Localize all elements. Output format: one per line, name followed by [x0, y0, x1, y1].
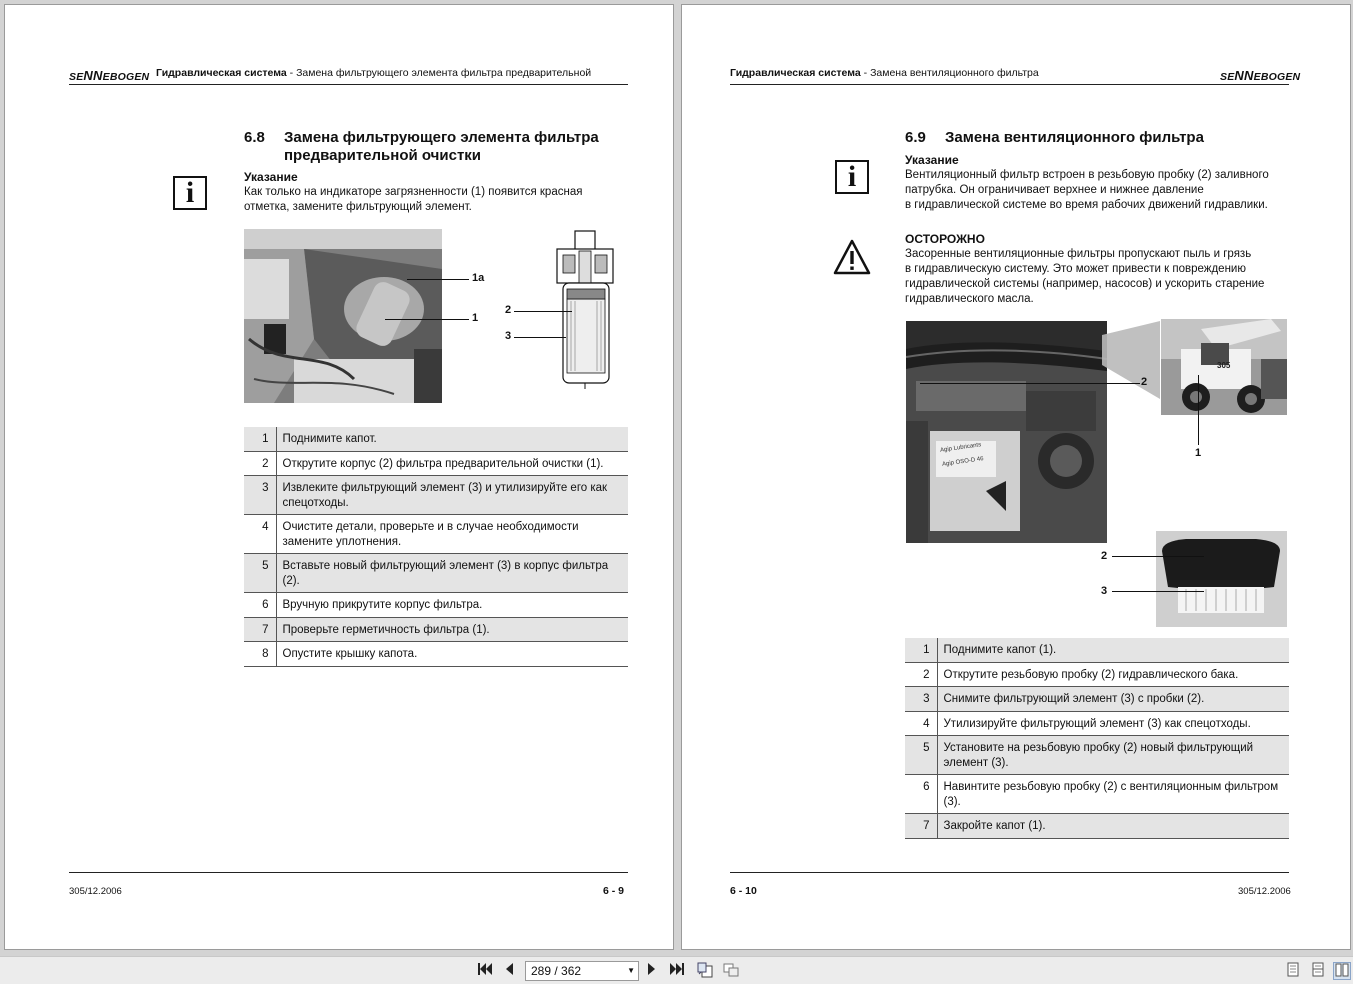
note-line-3: в гидравлической системе во время рабочих движений гидравлики.	[905, 199, 1268, 211]
callout-2: 2	[505, 304, 512, 316]
step-number: 6	[905, 775, 937, 814]
caution-line-4: гидравлического масла.	[905, 293, 1034, 305]
first-page-icon[interactable]	[476, 962, 494, 980]
pdf-viewer-toolbar	[0, 956, 1353, 984]
step-row	[244, 476, 628, 515]
step-row	[244, 515, 628, 554]
callout-1a: 1a	[472, 272, 485, 284]
step-text: Открутите резьбовую пробку (2) гидравлического бака.	[937, 662, 1289, 687]
step-number: 4	[244, 515, 276, 554]
step-number: 6	[244, 593, 276, 618]
next-page-icon[interactable]	[645, 962, 659, 980]
step-row	[244, 554, 628, 593]
step-number: 2	[905, 662, 937, 687]
callout-3: 3	[1101, 585, 1108, 597]
photo-label-2: Agip OSO-D 46	[941, 456, 984, 468]
sennebogen-logo: SENNEBOGEN	[69, 68, 150, 83]
caution-line-1: Засоренные вентиляционные фильтры пропускают пыль и грязь	[905, 248, 1252, 260]
section-title-line-2: предварительной очистки	[284, 147, 482, 164]
section-title-line-1: Замена фильтрующего элемента фильтра	[284, 129, 599, 146]
machine-photo	[1161, 319, 1287, 415]
step-row	[905, 638, 1289, 662]
photo-label-1: Agip Lubricants	[939, 442, 982, 454]
callout-line-2b	[1112, 556, 1204, 557]
step-number: 3	[244, 476, 276, 515]
callout-line-2a	[920, 383, 1140, 384]
step-number: 7	[905, 814, 937, 839]
step-row	[905, 662, 1289, 687]
note-line-2: отметка, замените фильтрующий элемент.	[244, 201, 472, 213]
footer-rule	[69, 872, 628, 873]
previous-page-icon[interactable]	[502, 962, 516, 980]
step-row	[244, 617, 628, 642]
callout-1: 1	[472, 312, 479, 324]
step-number: 7	[244, 617, 276, 642]
page-indicator: 289 / 362	[531, 964, 582, 978]
note-line-1: Как только на индикаторе загрязненности (1) появится красная	[244, 186, 583, 198]
note-line-1: Вентиляционный фильтр встроен в резьбовую пробку (2) заливного	[905, 169, 1269, 181]
step-row	[905, 687, 1289, 712]
callout-line-3	[1112, 591, 1204, 592]
step-row	[905, 775, 1289, 814]
rotate-page-icon[interactable]	[695, 962, 715, 980]
header-rest: - Замена вентиляционного фильтра	[860, 67, 1039, 79]
footer-date: 305/12.2006	[69, 886, 122, 897]
header-rule	[730, 84, 1289, 85]
note-text	[244, 185, 582, 215]
step-text: Очистите детали, проверьте и в случае необходимости замените уплотнения.	[276, 515, 628, 554]
page-number-field[interactable]	[525, 961, 639, 981]
step-number: 1	[244, 427, 276, 451]
document-page-right	[681, 4, 1351, 950]
callout-line-1	[385, 319, 469, 320]
callout-line-3	[514, 337, 566, 338]
step-number: 2	[244, 451, 276, 476]
filter-photo	[244, 229, 442, 403]
step-text: Снимите фильтрующий элемент (3) с пробки (2).	[937, 687, 1289, 712]
step-text: Закройте капот (1).	[937, 814, 1289, 839]
step-row	[905, 711, 1289, 736]
steps-table	[244, 427, 628, 667]
step-number: 5	[905, 736, 937, 775]
step-row	[244, 451, 628, 476]
step-number: 3	[905, 687, 937, 712]
step-row	[244, 593, 628, 618]
step-text: Вставьте новый фильтрующий элемент (3) в корпус фильтра (2).	[276, 554, 628, 593]
warning-triangle-icon	[833, 239, 871, 275]
callout-line-1	[1198, 375, 1199, 445]
info-icon: i	[173, 176, 207, 210]
caution-line-2: в гидравлическую систему. Это может привести к повреждению	[905, 263, 1246, 275]
header-rest: - Замена фильтрующего элемента фильтра предварительной	[286, 67, 592, 79]
header-bold: Гидравлическая система	[730, 67, 861, 79]
header-rule	[69, 84, 628, 85]
sennebogen-logo: SENNEBOGEN	[1220, 68, 1301, 83]
step-text: Вручную прикрутите корпус фильтра.	[276, 593, 628, 618]
page-header	[156, 67, 591, 79]
step-text: Поднимите капот.	[276, 427, 628, 451]
info-icon: i	[835, 160, 869, 194]
footer-date: 305/12.2006	[1238, 886, 1291, 897]
section-title: Замена вентиляционного фильтра	[945, 129, 1204, 146]
step-text: Поднимите капот (1).	[937, 638, 1289, 662]
single-page-view-icon[interactable]	[1285, 962, 1301, 980]
step-text: Извлеките фильтрующий элемент (3) и утилизируйте его как спецотходы.	[276, 476, 628, 515]
note-heading: Указание	[905, 153, 959, 167]
step-number: 5	[244, 554, 276, 593]
footer-page-number: 6 - 9	[603, 885, 625, 897]
vent-filter-cap-photo	[1156, 531, 1287, 627]
note-line-2: патрубка. Он ограничивает верхнее и нижнее давление	[905, 184, 1204, 196]
note-heading: Указание	[244, 170, 298, 184]
callout-1: 1	[1195, 447, 1202, 459]
chevron-down-icon[interactable]: ▼	[627, 966, 635, 975]
step-text: Открутите корпус (2) фильтра предварительной очистки (1).	[276, 451, 628, 476]
step-row	[244, 642, 628, 667]
section-number: 6.8	[244, 129, 265, 146]
header-bold: Гидравлическая система	[156, 67, 287, 79]
callout-2a: 2	[1141, 376, 1148, 388]
caution-line-3: гидравлической системы (например, насосов) и ускорить старение	[905, 278, 1265, 290]
step-number: 4	[905, 711, 937, 736]
machine-label: 305	[1217, 361, 1231, 370]
step-row	[244, 427, 628, 451]
step-number: 8	[244, 642, 276, 667]
step-number: 1	[905, 638, 937, 662]
section-title	[284, 129, 599, 165]
filter-cross-section-drawing	[553, 229, 618, 391]
step-text: Утилизируйте фильтрующий элемент (3) как спецотходы.	[937, 711, 1289, 736]
magnify-wedge	[1102, 321, 1162, 411]
step-row	[905, 736, 1289, 775]
caution-heading: ОСТОРОЖНО	[905, 232, 985, 246]
two-page-view-icon[interactable]	[1333, 962, 1351, 980]
steps-table	[905, 638, 1289, 839]
step-text: Установите на резьбовую пробку (2) новый фильтрующий элемент (3).	[937, 736, 1289, 775]
callout-2b: 2	[1101, 550, 1108, 562]
note-text	[905, 168, 1269, 213]
step-text: Опустите крышку капота.	[276, 642, 628, 667]
callout-line-1a	[407, 279, 469, 280]
section-number: 6.9	[905, 129, 926, 146]
engine-compartment-photo	[906, 321, 1107, 543]
step-row	[905, 814, 1289, 839]
step-text: Навинтите резьбовую пробку (2) с вентиляционным фильтром (3).	[937, 775, 1289, 814]
footer-page-number: 6 - 10	[730, 885, 757, 897]
callout-3: 3	[505, 330, 512, 342]
caution-text	[905, 247, 1264, 307]
footer-rule	[730, 872, 1289, 873]
callout-line-2	[514, 311, 572, 312]
fit-page-icon[interactable]	[721, 962, 741, 980]
page-header	[730, 67, 1039, 79]
step-text: Проверьте герметичность фильтра (1).	[276, 617, 628, 642]
continuous-view-icon[interactable]	[1310, 962, 1326, 980]
last-page-icon[interactable]	[668, 962, 686, 980]
document-page-left	[4, 4, 674, 950]
